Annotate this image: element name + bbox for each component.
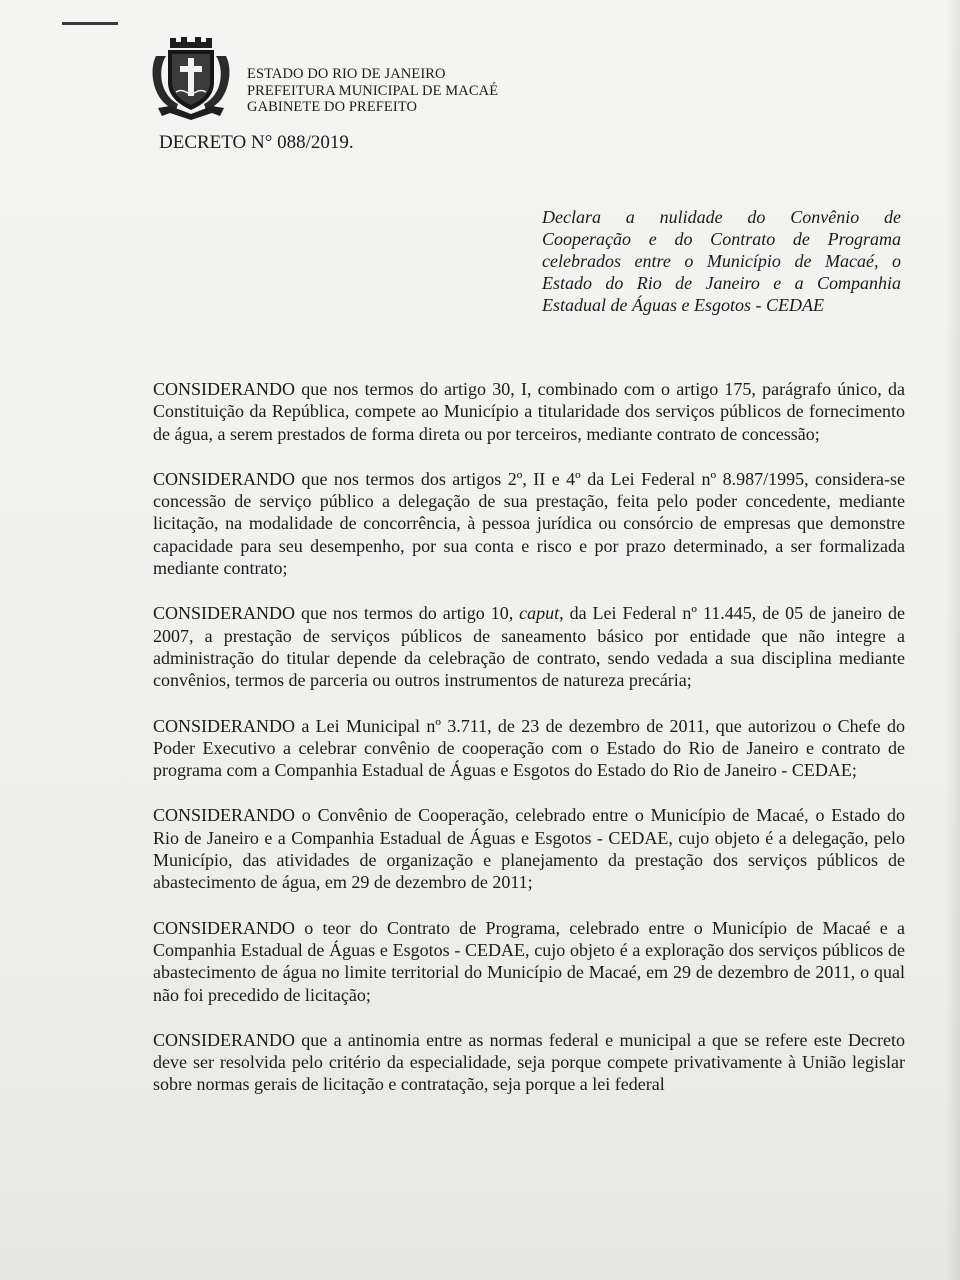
paragraph-keyword: CONSIDERANDO bbox=[153, 715, 296, 736]
summary-line: Declara a nulidade do Convênio de bbox=[542, 207, 901, 227]
paragraph-text: o Convênio de Cooperação, celebrado entre o Município de Macaé, o Estado do Rio de Janeiro e a Companhia Estadual de Águas e Esgotos - CEDAE, cujo objeto é a delegação, pelo Município, das atividades de organização e planejamento da prestação dos serviços públicos de abastecimento de água, em 29 de dezembro de 2011; bbox=[153, 805, 905, 893]
decree-title: DECRETO N° 088/2019. bbox=[159, 132, 354, 153]
decree-body bbox=[153, 378, 905, 1096]
coat-of-arms-icon bbox=[148, 34, 234, 120]
paragraph-keyword: CONSIDERANDO bbox=[153, 379, 296, 399]
paragraph-text: que a antinomia entre as normas federal e municipal a que se refere este Decreto deve ser resolvida pelo critério da especialidade, seja porque compete privativamente à União legislar sobre normas gerais de licitação e contratação, seja porque a lei federal bbox=[153, 1029, 905, 1095]
considerando-paragraph bbox=[153, 602, 905, 691]
summary-line: Estadual de Águas e Esgotos - CEDAE bbox=[542, 295, 824, 315]
paragraph-italic-term: caput bbox=[519, 603, 560, 624]
letterhead-state: ESTADO DO RIO DE JANEIRO bbox=[247, 66, 446, 82]
letterhead-prefecture: PREFEITURA MUNICIPAL DE MACAÉ bbox=[247, 82, 499, 99]
corner-staple-mark bbox=[62, 22, 118, 25]
paragraph-text: o teor do Contrato de Programa, celebrado entre o Município de Macaé e a Companhia Estadual de Águas e Esgotos - CEDAE, cujo objeto é a exploração dos serviços públicos de abastecimento de água no limite territorial do Município de Macaé, em 29 de dezembro de 2011, o qual não foi precedido de licitação; bbox=[153, 917, 905, 1005]
decree-summary bbox=[542, 206, 901, 316]
paragraph-text: que nos termos dos artigos 2º, II e 4º da Lei Federal nº 8.987/1995, considera-se concessão de serviço público a delegação de sua prestação, feita pelo poder concedente, mediante licitação, na modalidade de concorrência, à pessoa jurídica ou consórcio de empresas que demonstre capacidade para seu desempenho, por sua conta e risco e por prazo determinado, a ser formalizada mediante contrato; bbox=[153, 468, 905, 579]
page-edge-shadow bbox=[946, 0, 960, 1280]
paragraph-keyword: CONSIDERANDO bbox=[153, 1029, 296, 1050]
letterhead-office: GABINETE DO PREFEITO bbox=[247, 99, 418, 115]
paragraph-keyword: CONSIDERANDO bbox=[153, 805, 296, 826]
letterhead bbox=[247, 66, 498, 116]
considerando-paragraph bbox=[153, 1029, 905, 1096]
summary-line: Cooperação e do Contrato de Programa bbox=[542, 229, 901, 249]
considerando-paragraph bbox=[153, 917, 905, 1006]
summary-line: celebrados entre o Município de Macaé, o bbox=[542, 251, 901, 271]
summary-line: Estado do Rio de Janeiro e a Companhia bbox=[542, 273, 901, 293]
paragraph-text: a Lei Municipal nº 3.711, de 23 de dezembro de 2011, que autorizou o Chefe do Poder Executivo a celebrar convênio de cooperação com o Estado do Rio de Janeiro e contrato de programa com a Companhia Estadual de Águas e Esgotos do Estado do Rio de Janeiro - CEDAE; bbox=[153, 715, 905, 781]
paragraph-text: que nos termos do artigo 10, bbox=[295, 603, 520, 624]
paragraph-keyword: CONSIDERANDO bbox=[153, 603, 296, 624]
considerando-paragraph bbox=[153, 468, 905, 579]
paragraph-keyword: CONSIDERANDO bbox=[153, 468, 296, 489]
considerando-paragraph bbox=[153, 378, 905, 445]
paragraph-keyword: CONSIDERANDO bbox=[153, 917, 296, 938]
paragraph-text: que nos termos do artigo 30, I, combinado com o artigo 175, parágrafo único, da Constituição da República, compete ao Município a titularidade dos serviços públicos de fornecimento de água, a serem prestados de forma direta ou por terceiros, mediante contrato de concessão; bbox=[153, 379, 905, 444]
considerando-paragraph bbox=[153, 804, 905, 893]
paragraph-text: , da Lei Federal nº 11.445, de 05 de janeiro de 2007, a prestação de serviços públicos de saneamento básico por entidade que não integre a administração do titular depende da celebração de contrato, sendo vedada a sua disciplina mediante convênios, termos de parceria ou outros instrumentos de natureza precária; bbox=[153, 603, 905, 691]
considerando-paragraph bbox=[153, 715, 905, 782]
